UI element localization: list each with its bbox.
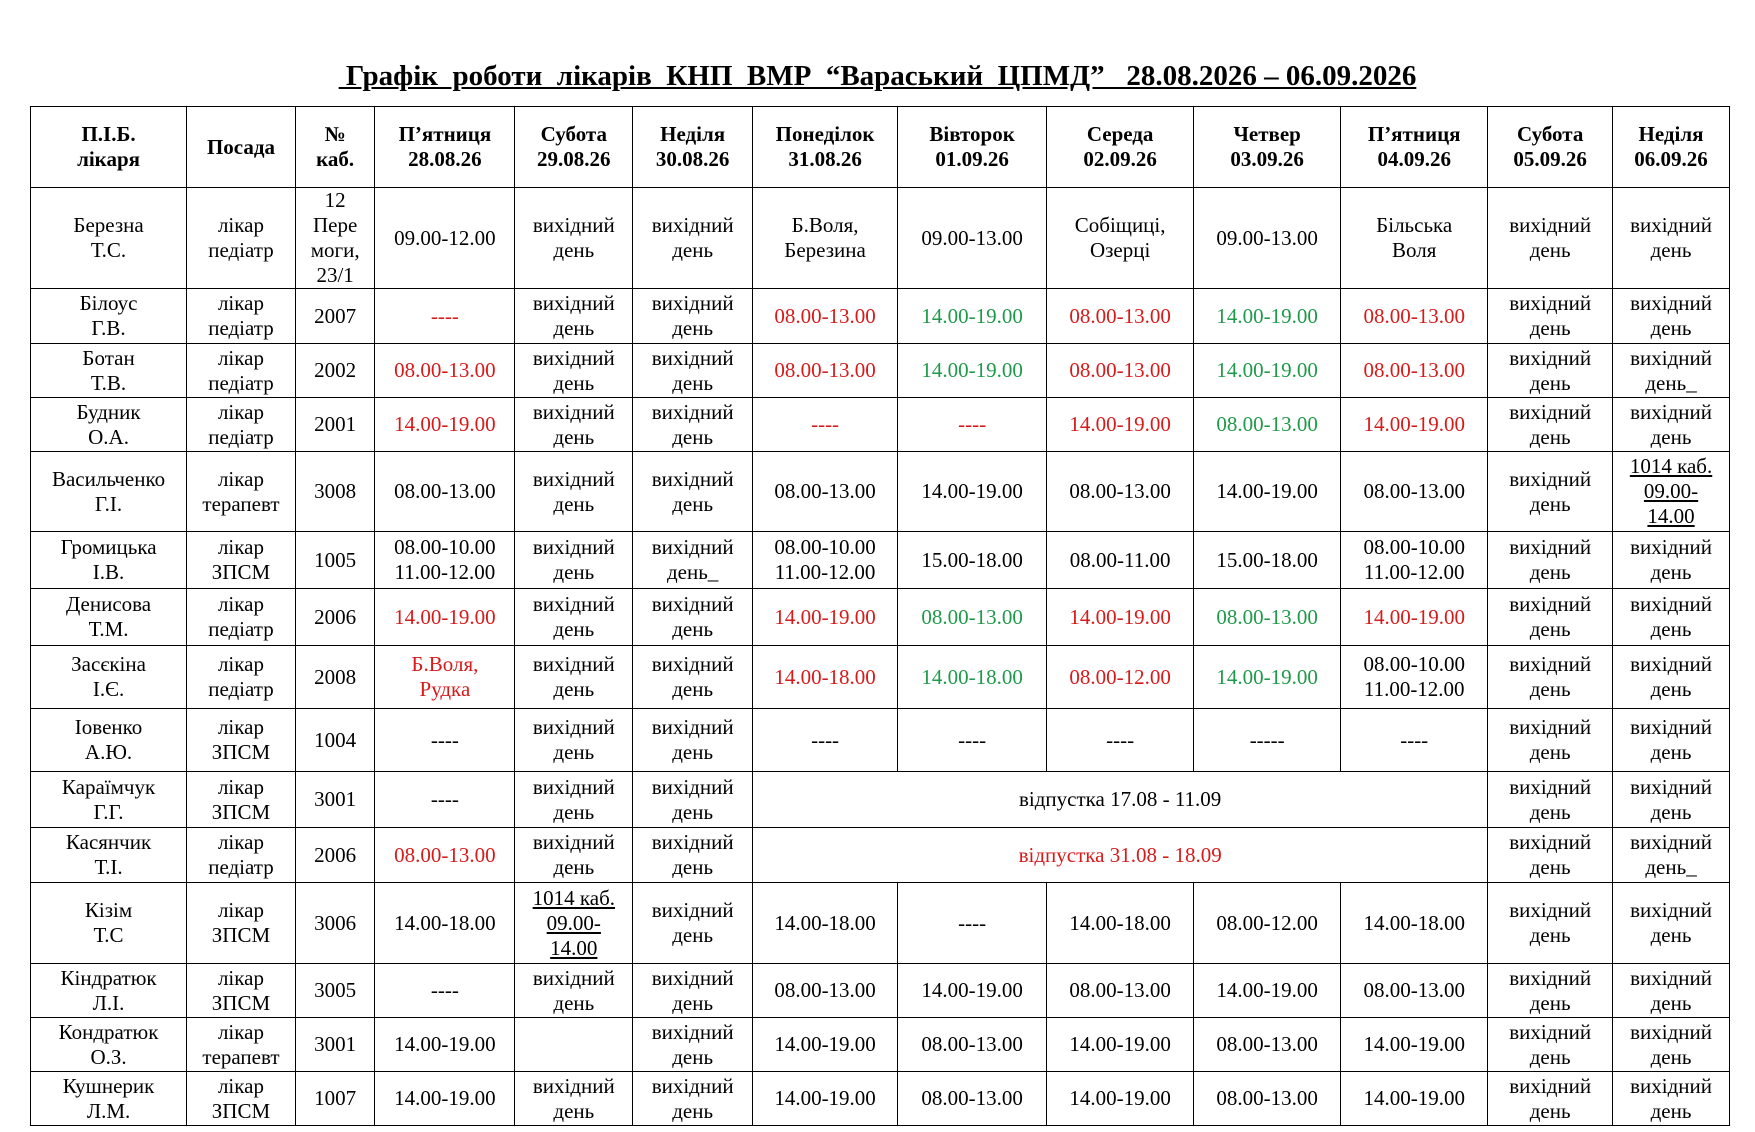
- day-cell: 14.00-18.00: [1047, 883, 1194, 964]
- day-cell: 08.00-13.00: [898, 1072, 1047, 1126]
- day-cell: 14.00-19.00: [375, 589, 515, 646]
- table-row: [31, 646, 1730, 709]
- day-cell: 08.00-11.00: [1047, 532, 1194, 589]
- doctor-name: Касянчик Т.І.: [31, 828, 187, 883]
- day-cell: ----: [753, 398, 898, 452]
- day-cell: 08.00-13.00: [1194, 1072, 1341, 1126]
- header-day: П’ятниця 28.08.26: [375, 107, 515, 188]
- day-cell: вихідний день: [515, 344, 633, 398]
- header-position: Посада: [187, 107, 296, 188]
- day-cell: 08.00-13.00: [1047, 289, 1194, 344]
- day-cell: 14.00-18.00: [898, 646, 1047, 709]
- day-cell: 14.00-19.00: [1194, 452, 1341, 532]
- day-cell: вихідний день_: [1613, 828, 1730, 883]
- day-cell: 14.00-19.00: [1194, 964, 1341, 1018]
- day-cell: вихідний день: [633, 344, 753, 398]
- doctor-name: Ботан Т.В.: [31, 344, 187, 398]
- day-cell: 14.00-19.00: [1194, 344, 1341, 398]
- doctor-position: лікар педіатр: [187, 646, 296, 709]
- day-cell: 08.00-13.00: [1047, 344, 1194, 398]
- day-cell: 09.00-12.00: [375, 188, 515, 289]
- doctor-position: лікар терапевт: [187, 1018, 296, 1072]
- day-cell: ----: [375, 289, 515, 344]
- day-cell: вихідний день: [1488, 344, 1613, 398]
- doctor-name: Засєкіна І.Є.: [31, 646, 187, 709]
- header-day: Понеділок 31.08.26: [753, 107, 898, 188]
- day-cell: вихідний день: [1488, 289, 1613, 344]
- day-cell: 14.00-19.00: [898, 344, 1047, 398]
- day-cell: вихідний день: [1613, 883, 1730, 964]
- day-cell: вихідний день: [515, 289, 633, 344]
- day-cell: Б.Воля, Рудка: [375, 646, 515, 709]
- day-cell: 14.00-19.00: [1047, 1018, 1194, 1072]
- doctor-position: лікар педіатр: [187, 344, 296, 398]
- day-cell: вихідний день: [1488, 646, 1613, 709]
- doctor-room: 1007: [295, 1072, 375, 1126]
- doctor-room: 2006: [295, 589, 375, 646]
- doctor-name: Васильченко Г.І.: [31, 452, 187, 532]
- table-row: [31, 289, 1730, 344]
- day-cell: вихідний день: [633, 452, 753, 532]
- header-room: № каб.: [295, 107, 375, 188]
- header-day: Вівторок 01.09.26: [898, 107, 1047, 188]
- day-cell: вихідний день: [633, 883, 753, 964]
- day-cell: Більська Воля: [1341, 188, 1488, 289]
- day-cell: 09.00-13.00: [898, 188, 1047, 289]
- day-cell: ----: [375, 772, 515, 828]
- day-cell: 14.00-18.00: [753, 883, 898, 964]
- day-cell: вихідний день: [1488, 772, 1613, 828]
- day-cell: вихідний день: [515, 964, 633, 1018]
- vacation-cell: відпустка 31.08 - 18.09: [753, 828, 1488, 883]
- table-row: [31, 772, 1730, 828]
- day-cell: вихідний день: [515, 532, 633, 589]
- day-cell: ----: [898, 709, 1047, 772]
- day-cell: ----: [898, 883, 1047, 964]
- doctor-position: лікар ЗПСМ: [187, 1072, 296, 1126]
- day-cell: вихідний день: [1488, 532, 1613, 589]
- day-cell: 1014 каб. 09.00- 14.00: [1613, 452, 1730, 532]
- table-row: [31, 709, 1730, 772]
- day-cell: вихідний день: [633, 1018, 753, 1072]
- doctor-room: 3001: [295, 772, 375, 828]
- day-cell: 14.00-19.00: [753, 589, 898, 646]
- header-day: Субота 29.08.26: [515, 107, 633, 188]
- day-cell: вихідний день: [1613, 188, 1730, 289]
- day-cell: ----: [753, 709, 898, 772]
- day-cell: 08.00-13.00: [1194, 398, 1341, 452]
- day-cell: [515, 1018, 633, 1072]
- day-cell: 14.00-19.00: [1047, 1072, 1194, 1126]
- day-cell: 08.00-13.00: [898, 589, 1047, 646]
- day-cell: вихідний день: [1488, 709, 1613, 772]
- day-cell: 08.00-13.00: [1341, 452, 1488, 532]
- day-cell: вихідний день: [1613, 532, 1730, 589]
- header-day: Субота 05.09.26: [1488, 107, 1613, 188]
- doctor-name: Білоус Г.В.: [31, 289, 187, 344]
- doctor-room: 2007: [295, 289, 375, 344]
- day-cell: вихідний день: [1613, 709, 1730, 772]
- doctor-name: Кізім Т.С: [31, 883, 187, 964]
- doctor-position: лікар педіатр: [187, 828, 296, 883]
- day-cell: вихідний день: [1488, 1018, 1613, 1072]
- page-title: [0, 60, 1755, 93]
- day-cell: вихідний день: [1613, 1072, 1730, 1126]
- day-cell: вихідний день: [633, 964, 753, 1018]
- doctor-name: Денисова Т.М.: [31, 589, 187, 646]
- doctor-room: 2008: [295, 646, 375, 709]
- day-cell: вихідний день: [633, 289, 753, 344]
- doctor-room: 2002: [295, 344, 375, 398]
- day-cell: 08.00-10.00 11.00-12.00: [375, 532, 515, 589]
- day-cell: 14.00-19.00: [375, 1072, 515, 1126]
- day-cell: 08.00-12.00: [1047, 646, 1194, 709]
- day-cell: 08.00-13.00: [753, 289, 898, 344]
- day-cell: 08.00-13.00: [753, 964, 898, 1018]
- day-cell: 08.00-10.00 11.00-12.00: [1341, 532, 1488, 589]
- table-row: [31, 344, 1730, 398]
- doctor-position: лікар педіатр: [187, 188, 296, 289]
- day-cell: вихідний день: [1613, 398, 1730, 452]
- day-cell: 08.00-13.00: [375, 828, 515, 883]
- day-cell: вихідний день: [515, 188, 633, 289]
- day-cell: 08.00-13.00: [1341, 964, 1488, 1018]
- day-cell: ----: [1047, 709, 1194, 772]
- header-day: Неділя 06.09.26: [1613, 107, 1730, 188]
- doctor-name: Березна Т.С.: [31, 188, 187, 289]
- day-cell: вихідний день: [1488, 883, 1613, 964]
- day-cell: ----: [375, 964, 515, 1018]
- doctor-room: 3006: [295, 883, 375, 964]
- day-cell: 14.00-19.00: [898, 289, 1047, 344]
- day-cell: 08.00-13.00: [375, 452, 515, 532]
- day-cell: вихідний день: [1488, 1072, 1613, 1126]
- day-cell: вихідний день: [633, 589, 753, 646]
- table-row: [31, 452, 1730, 532]
- doctor-name: Кондратюк О.З.: [31, 1018, 187, 1072]
- day-cell: вихідний день: [633, 709, 753, 772]
- doctor-room: 2006: [295, 828, 375, 883]
- day-cell: вихідний день: [1488, 828, 1613, 883]
- header-name: П.І.Б. лікаря: [31, 107, 187, 188]
- doctor-name: Іовенко А.Ю.: [31, 709, 187, 772]
- day-cell: 14.00-19.00: [1047, 398, 1194, 452]
- day-cell: 14.00-18.00: [1341, 883, 1488, 964]
- day-cell: вихідний день: [633, 188, 753, 289]
- day-cell: вихідний день_: [633, 532, 753, 589]
- doctor-name: Громицька І.В.: [31, 532, 187, 589]
- day-cell: 14.00-19.00: [1194, 289, 1341, 344]
- day-cell: 14.00-19.00: [1194, 646, 1341, 709]
- day-cell: вихідний день: [633, 772, 753, 828]
- day-cell: 08.00-13.00: [1194, 1018, 1341, 1072]
- day-cell: 08.00-13.00: [1341, 344, 1488, 398]
- day-cell: 08.00-10.00 11.00-12.00: [1341, 646, 1488, 709]
- day-cell: вихідний день: [515, 452, 633, 532]
- day-cell: 15.00-18.00: [1194, 532, 1341, 589]
- day-cell: 14.00-19.00: [898, 452, 1047, 532]
- day-cell: 08.00-13.00: [898, 1018, 1047, 1072]
- day-cell: 08.00-13.00: [753, 344, 898, 398]
- day-cell: 14.00-19.00: [1341, 398, 1488, 452]
- doctor-position: лікар педіатр: [187, 398, 296, 452]
- doctor-name: Караїмчук Г.Г.: [31, 772, 187, 828]
- table-row: [31, 883, 1730, 964]
- day-cell: вихідний день: [633, 828, 753, 883]
- day-cell: вихідний день: [1613, 289, 1730, 344]
- doctor-position: лікар педіатр: [187, 289, 296, 344]
- day-cell: 14.00-19.00: [898, 964, 1047, 1018]
- table-row: [31, 398, 1730, 452]
- day-cell: 08.00-13.00: [1047, 964, 1194, 1018]
- day-cell: 08.00-10.00 11.00-12.00: [753, 532, 898, 589]
- day-cell: вихідний день: [1488, 452, 1613, 532]
- day-cell: -----: [1194, 709, 1341, 772]
- header-day: Середа 02.09.26: [1047, 107, 1194, 188]
- day-cell: вихідний день: [515, 1072, 633, 1126]
- day-cell: 1014 каб. 09.00- 14.00: [515, 883, 633, 964]
- table-row: [31, 828, 1730, 883]
- day-cell: 14.00-19.00: [753, 1072, 898, 1126]
- day-cell: вихідний день: [1488, 589, 1613, 646]
- doctor-room: 12 Пере моги, 23/1: [295, 188, 375, 289]
- day-cell: 14.00-19.00: [375, 1018, 515, 1072]
- day-cell: 14.00-19.00: [1341, 589, 1488, 646]
- table-row: [31, 964, 1730, 1018]
- doctor-name: Кушнерик Л.М.: [31, 1072, 187, 1126]
- table-row: [31, 188, 1730, 289]
- vacation-cell: відпустка 17.08 - 11.09: [753, 772, 1488, 828]
- day-cell: 14.00-19.00: [1047, 589, 1194, 646]
- title-text: Графік роботи лікарів КНП ВМР “Вараський ЦПМД” 28.08.2026 – 06.09.2026: [338, 60, 1417, 92]
- schedule-table: [30, 106, 1730, 1126]
- header-day: Неділя 30.08.26: [633, 107, 753, 188]
- day-cell: вихідний день: [1488, 398, 1613, 452]
- doctor-room: 3008: [295, 452, 375, 532]
- day-cell: вихідний день: [515, 772, 633, 828]
- day-cell: вихідний день: [633, 646, 753, 709]
- table-row: [31, 532, 1730, 589]
- doctor-position: лікар ЗПСМ: [187, 964, 296, 1018]
- doctor-room: 3001: [295, 1018, 375, 1072]
- doctor-room: 1005: [295, 532, 375, 589]
- doctor-position: лікар ЗПСМ: [187, 532, 296, 589]
- day-cell: Б.Воля, Березина: [753, 188, 898, 289]
- header-day: Четвер 03.09.26: [1194, 107, 1341, 188]
- day-cell: ----: [375, 709, 515, 772]
- day-cell: 08.00-13.00: [1047, 452, 1194, 532]
- day-cell: вихідний день: [1488, 188, 1613, 289]
- table-row: [31, 1072, 1730, 1126]
- day-cell: вихідний день: [1613, 589, 1730, 646]
- day-cell: вихідний день: [515, 589, 633, 646]
- doctor-position: лікар педіатр: [187, 589, 296, 646]
- header-day: П’ятниця 04.09.26: [1341, 107, 1488, 188]
- day-cell: вихідний день: [1613, 964, 1730, 1018]
- doctor-position: лікар ЗПСМ: [187, 709, 296, 772]
- table-row: [31, 1018, 1730, 1072]
- day-cell: 09.00-13.00: [1194, 188, 1341, 289]
- doctor-name: Кіндратюк Л.І.: [31, 964, 187, 1018]
- day-cell: 08.00-13.00: [753, 452, 898, 532]
- day-cell: 14.00-19.00: [753, 1018, 898, 1072]
- day-cell: 14.00-19.00: [375, 398, 515, 452]
- header-row: [31, 107, 1730, 188]
- day-cell: вихідний день: [515, 709, 633, 772]
- day-cell: 08.00-12.00: [1194, 883, 1341, 964]
- day-cell: вихідний день: [1488, 964, 1613, 1018]
- doctor-room: 2001: [295, 398, 375, 452]
- day-cell: вихідний день: [633, 1072, 753, 1126]
- day-cell: вихідний день: [633, 398, 753, 452]
- day-cell: ----: [1341, 709, 1488, 772]
- day-cell: вихідний день: [1613, 1018, 1730, 1072]
- day-cell: вихідний день: [515, 646, 633, 709]
- table-row: [31, 589, 1730, 646]
- day-cell: вихідний день_: [1613, 344, 1730, 398]
- day-cell: Собіщиці, Озерці: [1047, 188, 1194, 289]
- doctor-name: Будник О.А.: [31, 398, 187, 452]
- day-cell: 14.00-18.00: [375, 883, 515, 964]
- day-cell: 15.00-18.00: [898, 532, 1047, 589]
- day-cell: вихідний день: [1613, 646, 1730, 709]
- day-cell: 08.00-13.00: [1194, 589, 1341, 646]
- doctor-room: 1004: [295, 709, 375, 772]
- doctor-position: лікар терапевт: [187, 452, 296, 532]
- day-cell: ----: [898, 398, 1047, 452]
- doctor-room: 3005: [295, 964, 375, 1018]
- day-cell: 14.00-19.00: [1341, 1018, 1488, 1072]
- day-cell: 14.00-19.00: [1341, 1072, 1488, 1126]
- doctor-position: лікар ЗПСМ: [187, 883, 296, 964]
- day-cell: вихідний день: [515, 398, 633, 452]
- day-cell: 08.00-13.00: [375, 344, 515, 398]
- day-cell: 14.00-18.00: [753, 646, 898, 709]
- day-cell: вихідний день: [515, 828, 633, 883]
- doctor-position: лікар ЗПСМ: [187, 772, 296, 828]
- day-cell: вихідний день: [1613, 772, 1730, 828]
- day-cell: 08.00-13.00: [1341, 289, 1488, 344]
